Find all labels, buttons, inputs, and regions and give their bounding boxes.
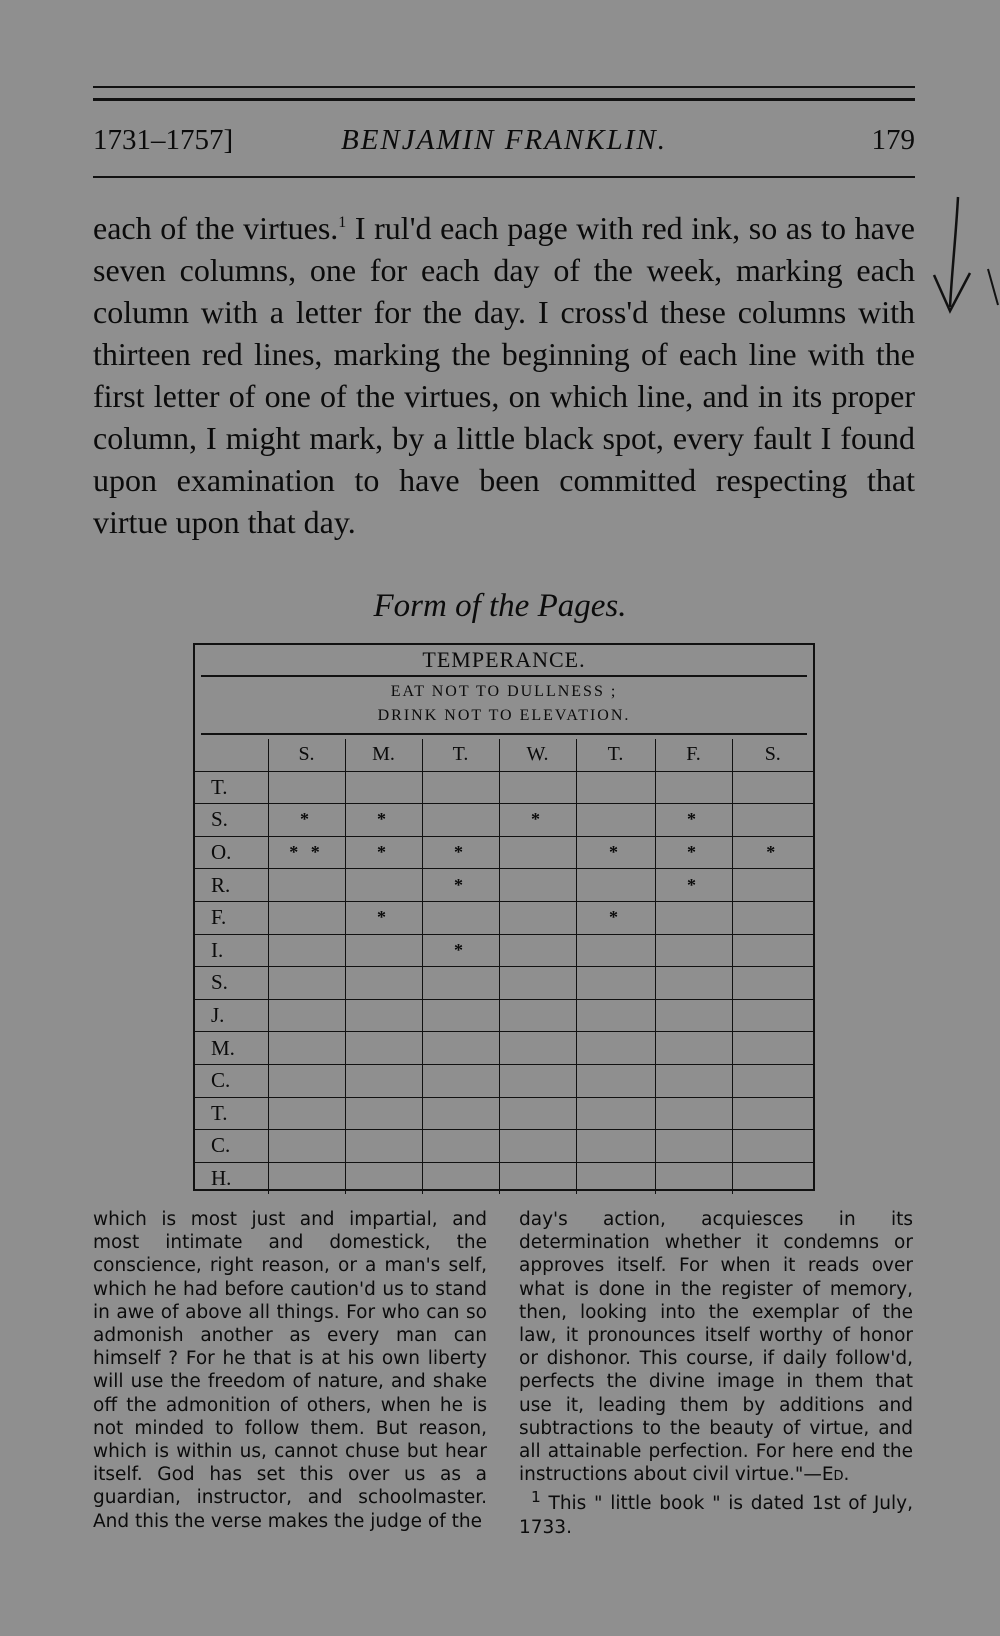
fault-cell bbox=[576, 967, 655, 1000]
fault-cell bbox=[268, 999, 345, 1032]
fault-cell bbox=[499, 934, 576, 967]
fault-cell: * bbox=[422, 934, 499, 967]
header-rule-second bbox=[93, 98, 915, 101]
day-header: W. bbox=[499, 739, 576, 771]
day-header: T. bbox=[576, 739, 655, 771]
fault-cell bbox=[499, 1064, 576, 1097]
main-paragraph bbox=[93, 202, 915, 543]
virtue-chart bbox=[193, 643, 815, 1191]
fault-cell bbox=[499, 1130, 576, 1163]
fault-cell bbox=[499, 999, 576, 1032]
virtue-initial: C. bbox=[195, 1064, 268, 1097]
fault-cell: * bbox=[499, 804, 576, 837]
fault-cell bbox=[345, 934, 422, 967]
header-title: BENJAMIN FRANKLIN. bbox=[341, 124, 667, 156]
main-text-rest: I rul'd each page with red ink, so as to have seven columns, one for each day of the week, marking each column with a letter for the day. I cross'd these columns with thirteen red lines, marking the beginning of each line with the first letter of one of the virtues, on which line, and in its proper column, I might mark, by a little black spot, every fault I found upon examination to have been committed respecting that virtue upon that day. bbox=[93, 210, 916, 540]
virtue-row bbox=[195, 967, 813, 1000]
fault-cell bbox=[422, 1097, 499, 1130]
virtue-row bbox=[195, 1032, 813, 1065]
day-header: T. bbox=[422, 739, 499, 771]
chart-motto-rule bbox=[201, 733, 807, 735]
fault-cell bbox=[732, 771, 813, 804]
chart-title-rule bbox=[201, 675, 807, 677]
fault-cell bbox=[655, 771, 732, 804]
day-header-row bbox=[195, 739, 813, 771]
fault-cell bbox=[655, 999, 732, 1032]
fault-cell bbox=[422, 1162, 499, 1194]
fault-cell bbox=[499, 901, 576, 934]
virtue-row bbox=[195, 999, 813, 1032]
chart-top-rule bbox=[195, 643, 813, 645]
footnote bbox=[519, 1486, 913, 1539]
fault-cell bbox=[268, 771, 345, 804]
fault-cell bbox=[268, 1130, 345, 1163]
editor-mark: Ed. bbox=[821, 1464, 850, 1486]
fault-cell bbox=[499, 1097, 576, 1130]
fault-cell bbox=[655, 967, 732, 1000]
fault-cell bbox=[499, 771, 576, 804]
virtue-row bbox=[195, 1162, 813, 1194]
virtue-row bbox=[195, 934, 813, 967]
virtue-initial: I. bbox=[195, 934, 268, 967]
fault-cell bbox=[732, 934, 813, 967]
fault-cell bbox=[345, 1130, 422, 1163]
fault-cell bbox=[268, 1032, 345, 1065]
fault-cell bbox=[499, 1032, 576, 1065]
fault-cell bbox=[422, 999, 499, 1032]
fault-cell: * bbox=[576, 901, 655, 934]
fault-cell bbox=[732, 999, 813, 1032]
fault-cell bbox=[732, 1064, 813, 1097]
fault-cell bbox=[499, 967, 576, 1000]
fault-cell bbox=[576, 1064, 655, 1097]
note-column-left bbox=[93, 1208, 487, 1533]
virtue-row bbox=[195, 771, 813, 804]
virtue-row bbox=[195, 1097, 813, 1130]
running-header bbox=[93, 124, 915, 164]
fault-cell: * bbox=[732, 836, 813, 869]
virtue-initial: M. bbox=[195, 1032, 268, 1065]
fault-cell bbox=[268, 934, 345, 967]
fault-cell bbox=[345, 1162, 422, 1194]
fault-cell bbox=[655, 1097, 732, 1130]
header-years: 1731–1757] bbox=[93, 124, 234, 156]
fault-cell bbox=[576, 804, 655, 837]
fault-cell bbox=[732, 967, 813, 1000]
virtue-initial: S. bbox=[195, 967, 268, 1000]
fault-cell bbox=[422, 901, 499, 934]
fault-cell bbox=[655, 934, 732, 967]
right-column-text: day's action, acquiesces in its determination whether it condemns or approves itself. For when it reads over what is done in the register of memory, then, looking into the exemplar of the law, it pronounces itself worthy of honor or dishonor. This course, if daily follow'd, perfects the divine image in them that use it, leading them by additions and subtractions to the beauty of virtue, and all attainable perfection. For here end the instructions about civil virtue."— bbox=[519, 1209, 913, 1486]
fault-cell bbox=[655, 1162, 732, 1194]
fault-cell: * * bbox=[268, 836, 345, 869]
chart-title: TEMPERANCE. bbox=[422, 647, 586, 672]
virtue-row bbox=[195, 836, 813, 869]
day-header: F. bbox=[655, 739, 732, 771]
fault-cell bbox=[422, 771, 499, 804]
left-column-text: which is most just and impartial, and most intimate and domestick, the conscience, right reason, or a man's self, which he had before caution'd us to stand in awe of above all things. For who can so admonish another as every man can himself ? For he that is at his own liberty will use the freedom of nature, and shake off the admonition of others, when he is not minded to follow them. But reason, which is within us, cannot chuse but hear itself. God has set this over us as a guardian, instructor, and schoolmaster. And this the verse makes the judge of the bbox=[93, 1209, 487, 1532]
fault-cell bbox=[345, 771, 422, 804]
footnote-reference: 1 bbox=[338, 214, 347, 231]
virtue-initial: T. bbox=[195, 771, 268, 804]
virtue-initial: H. bbox=[195, 1162, 268, 1194]
day-header: S. bbox=[268, 739, 345, 771]
fault-cell bbox=[576, 771, 655, 804]
virtue-initial: R. bbox=[195, 869, 268, 902]
fault-cell: * bbox=[576, 836, 655, 869]
virtue-initial: J. bbox=[195, 999, 268, 1032]
note-column-right bbox=[519, 1208, 913, 1539]
fault-cell bbox=[499, 836, 576, 869]
fault-cell bbox=[732, 1130, 813, 1163]
fault-cell: * bbox=[655, 836, 732, 869]
footnote-mark: 1 bbox=[531, 1488, 541, 1507]
main-text-start: each of the virtues. bbox=[93, 210, 339, 246]
fault-cell bbox=[422, 804, 499, 837]
fault-cell: * bbox=[268, 804, 345, 837]
fault-cell: * bbox=[422, 869, 499, 902]
fault-cell bbox=[268, 869, 345, 902]
fault-cell bbox=[576, 999, 655, 1032]
fault-cell bbox=[732, 1162, 813, 1194]
header-rule-top bbox=[93, 86, 915, 88]
fault-cell bbox=[345, 999, 422, 1032]
virtue-initial: O. bbox=[195, 836, 268, 869]
day-header: S. bbox=[732, 739, 813, 771]
fault-cell bbox=[345, 869, 422, 902]
footnote-text: This " little book " is dated 1st of July, 1733. bbox=[519, 1493, 913, 1538]
fault-cell: * bbox=[655, 804, 732, 837]
fault-cell bbox=[499, 869, 576, 902]
corner-cell bbox=[195, 739, 268, 771]
fault-cell: * bbox=[422, 836, 499, 869]
fault-cell: * bbox=[655, 869, 732, 902]
fault-cell bbox=[345, 1032, 422, 1065]
virtue-initial: T. bbox=[195, 1097, 268, 1130]
virtue-grid bbox=[195, 739, 813, 1194]
fault-cell bbox=[576, 934, 655, 967]
fault-cell bbox=[655, 1032, 732, 1065]
fault-cell bbox=[499, 1162, 576, 1194]
margin-arrow-icon bbox=[930, 195, 1000, 345]
fault-cell bbox=[732, 804, 813, 837]
virtue-row bbox=[195, 901, 813, 934]
fault-cell bbox=[268, 1097, 345, 1130]
fault-cell bbox=[732, 901, 813, 934]
fault-cell bbox=[345, 967, 422, 1000]
header-rule-bottom bbox=[93, 176, 915, 178]
virtue-row bbox=[195, 1064, 813, 1097]
fault-cell bbox=[655, 1130, 732, 1163]
fault-cell bbox=[422, 1064, 499, 1097]
fault-cell: * bbox=[345, 901, 422, 934]
fault-cell bbox=[268, 901, 345, 934]
fault-cell bbox=[655, 1064, 732, 1097]
fault-cell bbox=[422, 967, 499, 1000]
virtue-row bbox=[195, 1130, 813, 1163]
fault-cell bbox=[268, 1162, 345, 1194]
chart-motto-line-2: DRINK NOT TO ELEVATION. bbox=[377, 707, 631, 724]
form-title: Form of the Pages. bbox=[373, 588, 627, 624]
fault-cell bbox=[345, 1064, 422, 1097]
fault-cell bbox=[576, 869, 655, 902]
virtue-row bbox=[195, 869, 813, 902]
virtue-initial: C. bbox=[195, 1130, 268, 1163]
page-number: 179 bbox=[871, 124, 915, 156]
fault-cell bbox=[576, 1097, 655, 1130]
fault-cell bbox=[732, 1032, 813, 1065]
fault-cell bbox=[422, 1130, 499, 1163]
fault-cell: * bbox=[345, 804, 422, 837]
virtue-row bbox=[195, 804, 813, 837]
fault-cell bbox=[422, 1032, 499, 1065]
fault-cell bbox=[732, 1097, 813, 1130]
chart-motto-line-1: EAT NOT TO DULLNESS ; bbox=[390, 683, 618, 700]
fault-cell bbox=[576, 1032, 655, 1065]
virtue-initial: S. bbox=[195, 804, 268, 837]
fault-cell bbox=[655, 901, 732, 934]
fault-cell: * bbox=[345, 836, 422, 869]
fault-cell bbox=[345, 1097, 422, 1130]
fault-cell bbox=[576, 1162, 655, 1194]
day-header: M. bbox=[345, 739, 422, 771]
virtue-initial: F. bbox=[195, 901, 268, 934]
fault-cell bbox=[268, 1064, 345, 1097]
fault-cell bbox=[732, 869, 813, 902]
fault-cell bbox=[268, 967, 345, 1000]
fault-cell bbox=[576, 1130, 655, 1163]
